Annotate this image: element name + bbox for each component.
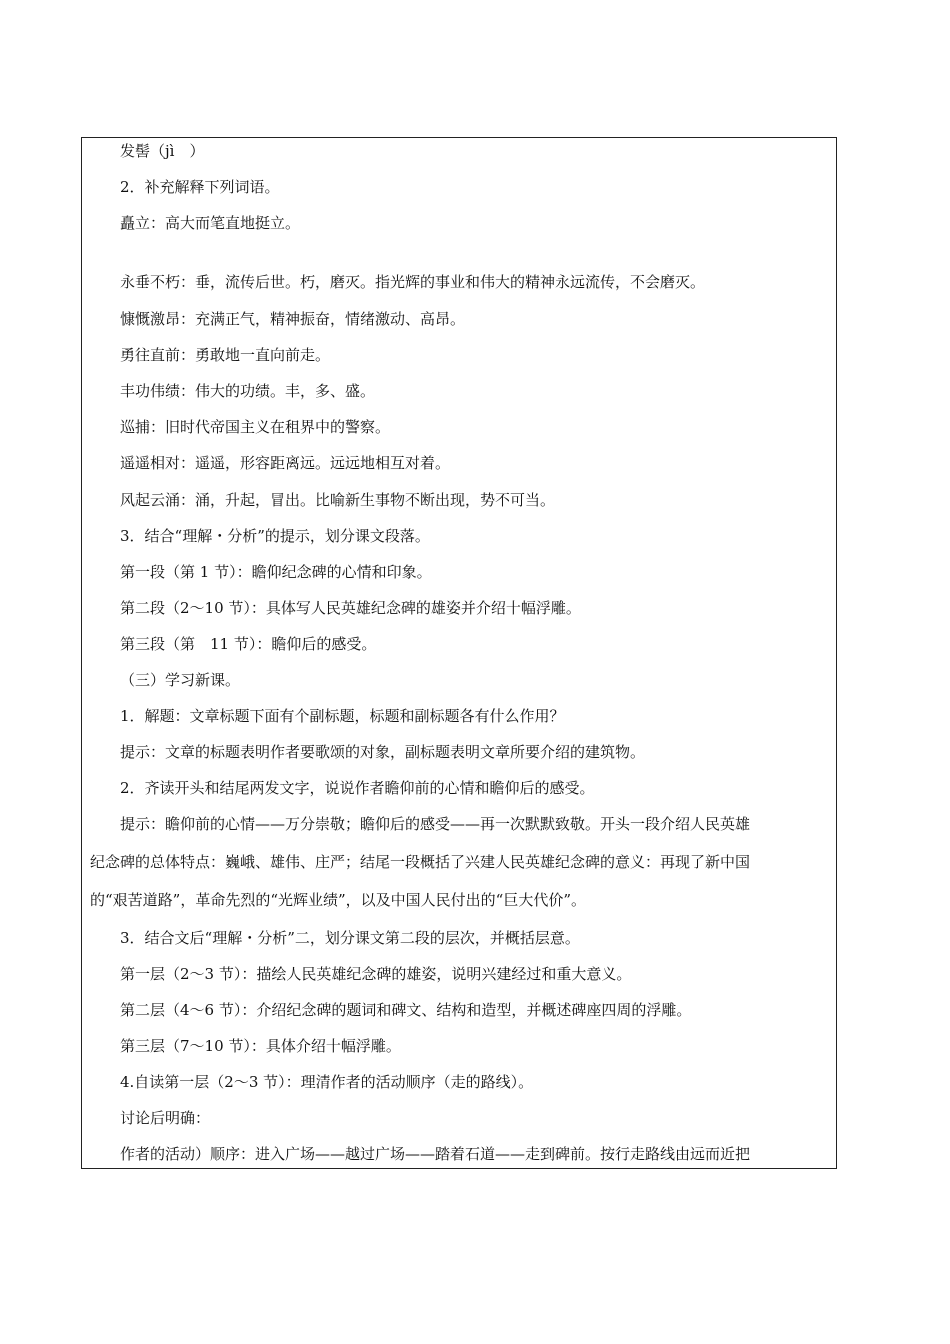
text-line: 作者的活动）顺序：进入广场——越过广场——踏着石道——走到碑前。按行走路线由远而近把 (120, 1145, 751, 1163)
text-line: 3．结合文后“理解・分析”二，划分课文第二段的层次，并概括层意。 (120, 929, 580, 947)
section-heading: （三）学习新课。 (120, 671, 241, 689)
text-line: 提示：文章的标题表明作者要歌颂的对象，副标题表明文章所要介绍的建筑物。 (120, 743, 646, 761)
text-line: 第一层（2～3 节）：描绘人民英雄纪念碑的雄姿，说明兴建经过和重大意义。 (120, 965, 632, 983)
text-line: 风起云涌：涌，升起，冒出。比喻新生事物不断出现，势不可当。 (120, 491, 556, 509)
text-line: 第一段（第 1 节）：瞻仰纪念碑的心情和印象。 (120, 563, 432, 581)
text-line: 2．齐读开头和结尾两发文字，说说作者瞻仰前的心情和瞻仰后的感受。 (120, 779, 595, 797)
text-line: 3．结合“理解・分析”的提示，划分课文段落。 (120, 527, 430, 545)
text-line: 1．解题：文章标题下面有个副标题，标题和副标题各有什么作用？ (120, 707, 565, 725)
text-line: 巡捕：旧时代帝国主义在租界中的警察。 (120, 418, 391, 436)
text-line: 第二层（4～6 节）：介绍纪念碑的题词和碑文、结构和造型，并概述碑座四周的浮雕。 (120, 1001, 692, 1019)
text-line: 纪念碑的总体特点：巍峨、雄伟、庄严；结尾一段概括了兴建人民英雄纪念碑的意义：再现了新中国 (90, 853, 751, 871)
text-line: 发髻（jì ） (120, 142, 205, 160)
text-line: 勇往直前：勇敢地一直向前走。 (120, 346, 331, 364)
text-line: 的“艰苦道路”，革命先烈的“光辉业绩”，以及中国人民付出的“巨大代价”。 (90, 891, 587, 909)
text-line: 4.自读第一层（2～3 节）：理清作者的活动顺序（走的路线）。 (120, 1073, 534, 1091)
text-line: 第二段（2～10 节）：具体写人民英雄纪念碑的雄姿并介绍十幅浮雕。 (120, 599, 581, 617)
text-line: 永垂不朽：垂，流传后世。朽，磨灭。指光辉的事业和伟大的精神永远流传，不会磨灭。 (120, 273, 706, 291)
text-line: 提示：瞻仰前的心情——万分崇敬；瞻仰后的感受——再一次默默致敬。开头一段介绍人民英雄 (120, 815, 751, 833)
text-line: 慷慨激昂：充满正气，精神振奋，情绪激动、高昂。 (120, 310, 466, 328)
text-line: 丰功伟绩：伟大的功绩。丰，多、盛。 (120, 382, 376, 400)
text-line: 第三层（7～10 节）：具体介绍十幅浮雕。 (120, 1037, 401, 1055)
text-line: 第三段（第 11 节）：瞻仰后的感受。 (120, 635, 377, 653)
text-line: 遥遥相对：遥遥，形容距离远。远远地相互对着。 (120, 454, 451, 472)
text-line: 矗立：高大而笔直地挺立。 (120, 214, 301, 232)
text-line: 2．补充解释下列词语。 (120, 178, 280, 196)
text-line: 讨论后明确： (120, 1109, 211, 1127)
content-box (81, 137, 837, 1169)
